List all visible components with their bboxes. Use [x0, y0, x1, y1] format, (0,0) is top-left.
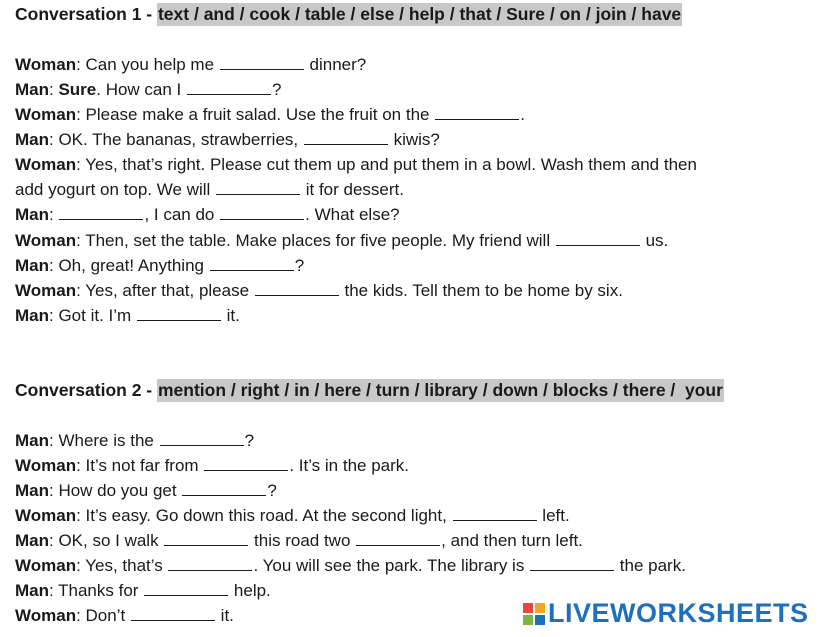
blank-input[interactable] [435, 105, 519, 120]
blank-input[interactable] [255, 281, 339, 296]
c1-line-3: Woman: Please make a fruit salad. Use the fruit on the . [15, 105, 525, 124]
speaker: Woman [15, 506, 77, 525]
speaker: Woman [15, 456, 77, 475]
logo-square-green [523, 615, 533, 625]
c2-line-2: Woman: It’s not far from . It’s in the park. [15, 456, 410, 475]
c2-line-6: Woman: Yes, that’s . You will see the park. The library is the park. [15, 556, 686, 575]
speaker: Man [15, 205, 49, 224]
c1-line-6: Man: , I can do . What else? [15, 205, 400, 224]
blank-input[interactable] [144, 581, 228, 596]
speaker: Woman [15, 231, 77, 250]
speaker: Man [15, 130, 49, 149]
speaker: Woman [15, 105, 77, 124]
blank-input[interactable] [210, 256, 294, 271]
blank-input[interactable] [182, 481, 266, 496]
blank-input[interactable] [164, 531, 248, 546]
c2-line-5: Man: OK, so I walk this road two , and then turn left. [15, 531, 583, 550]
logo-square-blue [535, 615, 545, 625]
speaker: Woman [15, 606, 77, 625]
speaker: Man [15, 306, 49, 325]
blank-input[interactable] [220, 205, 304, 220]
speaker: Man [15, 80, 49, 99]
logo-square-orange [535, 603, 545, 613]
blank-input[interactable] [187, 80, 271, 95]
c2-line-3: Man: How do you get ? [15, 481, 277, 500]
c1-line-1: Woman: Can you help me dinner? [15, 55, 367, 74]
speaker: Man [15, 581, 49, 600]
c2-line-1: Man: Where is the ? [15, 431, 255, 450]
c2-line-4: Woman: It’s easy. Go down this road. At the second light, left. [15, 506, 570, 525]
blank-input[interactable] [556, 231, 640, 246]
speaker: Woman [15, 556, 77, 575]
liveworksheets-logo [523, 598, 809, 629]
speaker: Man [15, 481, 49, 500]
speaker: Woman [15, 55, 77, 74]
conversation-1-word-bank: text / and / cook / table / else / help / that / Sure / on / join / have [157, 4, 682, 24]
speaker: Woman [15, 281, 77, 300]
c1-line-8: Man: Oh, great! Anything ? [15, 256, 305, 275]
c1-line-10: Man: Got it. I’m it. [15, 306, 240, 325]
blank-input[interactable] [160, 431, 244, 446]
blank-input[interactable] [137, 306, 221, 321]
conversation-1-title: Conversation 1 - [15, 4, 157, 24]
c1-line-5: Woman: Yes, that’s right. Please cut them up and put them in a bowl. Wash them and then [15, 155, 697, 174]
blank-input[interactable] [356, 531, 440, 546]
speaker: Man [15, 256, 49, 275]
c1-line-2: Man: Sure. How can I ? [15, 80, 282, 99]
liveworksheets-logo-icon [523, 603, 545, 625]
conversation-2-heading [15, 378, 724, 403]
blank-input[interactable] [453, 506, 537, 521]
conversation-2-title: Conversation 2 - [15, 380, 157, 400]
logo-text: LIVEWORKSHEETS [548, 598, 809, 628]
logo-square-red [523, 603, 533, 613]
blank-input[interactable] [59, 205, 143, 220]
blank-input[interactable] [168, 556, 252, 571]
blank-input[interactable] [204, 456, 288, 471]
blank-input[interactable] [220, 55, 304, 70]
speaker: Man [15, 531, 49, 550]
c1-line-7: Woman: Then, set the table. Make places for five people. My friend will us. [15, 231, 669, 250]
blank-input[interactable] [304, 130, 388, 145]
conversation-2-word-bank: mention / right / in / here / turn / library / down / blocks / there / your [157, 380, 723, 400]
speaker: Woman [15, 155, 77, 174]
speaker: Man [15, 431, 49, 450]
blank-input[interactable] [530, 556, 614, 571]
c2-line-8: Woman: Don’t it. [15, 606, 234, 625]
c1-line-4: Man: OK. The bananas, strawberries, kiwis? [15, 130, 440, 149]
blank-input[interactable] [216, 180, 300, 195]
c1-line-9: Woman: Yes, after that, please the kids. Tell them to be home by six. [15, 281, 623, 300]
blank-input[interactable] [131, 606, 215, 621]
c1-line-5-continued: add yogurt on top. We will it for dessert. [15, 180, 404, 199]
conversation-1-heading [15, 2, 682, 27]
c2-line-7: Man: Thanks for help. [15, 581, 271, 600]
